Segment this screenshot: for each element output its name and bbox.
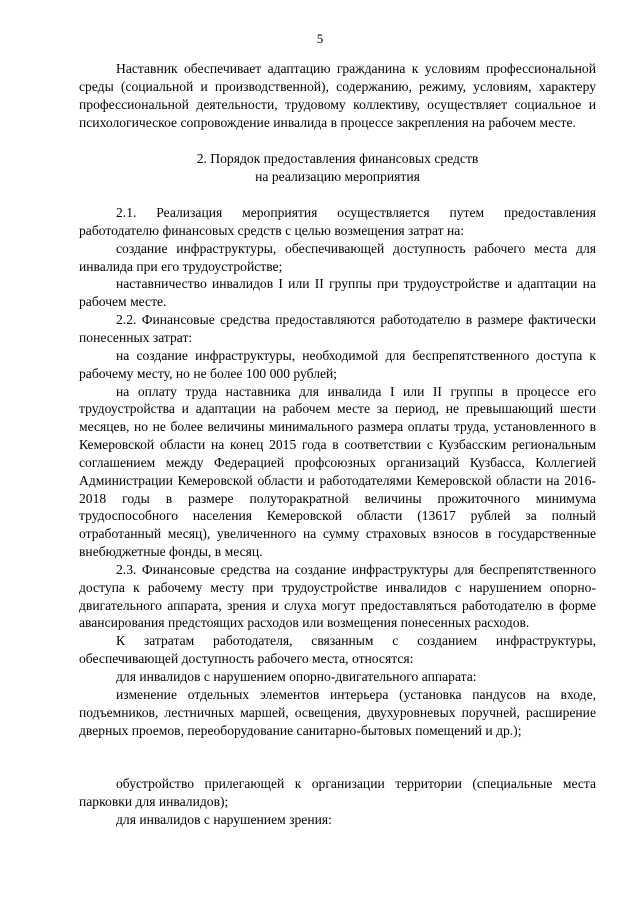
paragraph-territory: обустройство прилегающей к организации территории (специальные места парковки для инвалидов); xyxy=(79,776,596,810)
paragraph-mentor-duties: Наставник обеспечивает адаптацию гражданина к условиям профессиональной среды (социальной и производственной), содержанию, режиму, условиям, характеру профессиональной деятельности, трудовому коллективу, осуществляет социальное и психологическое сопровождение инвалида в процессе закрепления на рабочем месте. xyxy=(79,61,596,130)
paragraph-interior-changes: изменение отдельных элементов интерьера (установка пандусов на входе, подъемников, лестничных маршей, освещения, двухуровневых поручней, расширение дверных проемов, переоборудование санитарно-бытовых помещений и др.); xyxy=(79,686,596,738)
paragraph-infrastructure: создание инфраструктуры, обеспечивающей доступность рабочего места для инвалида при его трудоустройстве; xyxy=(79,240,596,274)
section-heading-line-1: 2. Порядок предоставления финансовых средств xyxy=(196,151,479,167)
paragraph-mentor-pay: на оплату труда наставника для инвалида I или II группы в процессе его трудоустройства и адаптации на рабочем месте за период, не превышающий шести месяцев, но не более величины минимального размера оплаты труда, установленного в Кемеровской области на конец 2015 года в соответствии с Кузбасским региональным соглашением между Федерацией профсоюзных организаций Кузбасса, Коллегией Администрации Кемеровской области и работодателями Кемеровской области на 2016-2018 годы в размере полуторакратной величины прожиточного минимума трудоспособного населения Кемеровской области (13617 рублей за полный отработанный месяц), увеличенного на сумму страховых взносов в государственные внебюджетные фонды, в месяц. xyxy=(79,383,596,560)
paragraph-mentorship: наставничество инвалидов I или II группы при трудоустройстве и адаптации на рабочем месте. xyxy=(79,276,596,310)
paragraph-2-3: 2.3. Финансовые средства на создание инфраструктуры для беспрепятственного доступа к рабочему месту при трудоустройстве инвалидов с нарушением опорно-двигательного аппарата, зрения и слуха могут предоставляться работодателю в форме авансирования предстоящих расходов или возмещения понесенных расходов. xyxy=(79,561,596,631)
section-heading xyxy=(79,150,596,186)
paragraph-infrastructure-limit: на создание инфраструктуры, необходимой для беспрепятственного доступа к рабочему месту, но не более 100 000 рублей; xyxy=(79,347,596,381)
paragraph-musculoskeletal: для инвалидов с нарушением опорно-двигательного аппарата: xyxy=(116,669,477,684)
paragraph-vision: для инвалидов с нарушением зрения: xyxy=(116,812,332,828)
section-heading-line-2: на реализацию мероприятия xyxy=(255,169,420,185)
page-number: 5 xyxy=(316,31,324,46)
paragraph-2-2: 2.2. Финансовые средства предоставляются работодателю в размере фактически понесенных затрат: xyxy=(79,312,596,345)
paragraph-employer-costs: К затратам работодателя, связанным с созданием инфраструктуры, обеспечивающей доступность рабочего места, относятся: xyxy=(79,633,596,667)
paragraph-2-1: 2.1. Реализация мероприятия осуществляется путем предоставления работодателю финансовых средств с целью возмещения затрат на: xyxy=(79,205,596,238)
document-body xyxy=(79,60,596,829)
